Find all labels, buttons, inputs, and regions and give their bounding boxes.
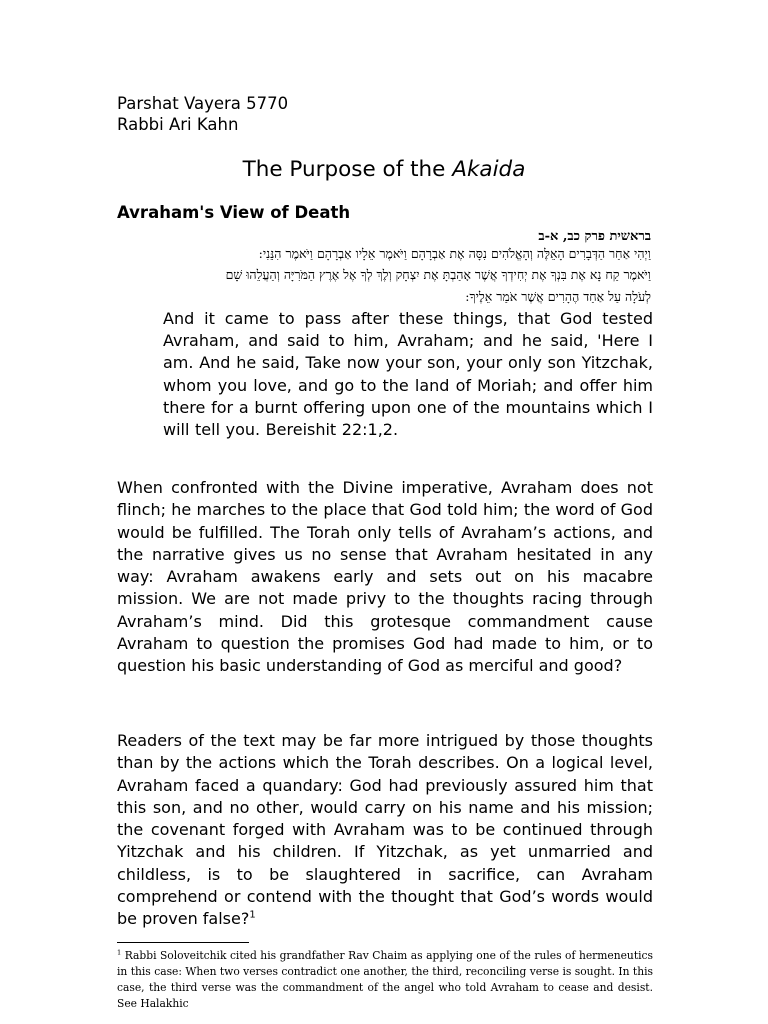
hebrew-source-reference: בראשית פרק כב, א-ב	[538, 229, 651, 244]
body-paragraph: When confronted with the Divine imperative, Avraham does not flinch; he marches to the place that God told him; the word of God would be fulfilled. The Torah only tells of Avraham’s actions, and the narrative gives us no sense that Avraham hesitated in any way: Avraham awakens early and sets out on his macabre mission. We are not made privy to the thoughts racing through Avraham’s mind. Did this grotesque commandment cause Avraham to question the promises God had made to him, or to question his basic understanding of God as merciful and good?	[117, 478, 653, 676]
translation-blockquote: And it came to pass after these things, that God tested Avraham, and said to him, Avraham; and he said, 'Here I am. And he said, Take now your son, your only son Yitzchak, whom you love, and go to the land of Moriah; and offer him there for a burnt offering upon one of the mountains which I will tell you. Bereishit 22:1,2.	[163, 309, 653, 440]
footnote-marker: 1	[117, 948, 122, 957]
title-text: The Purpose of the	[242, 157, 453, 182]
hebrew-verse-line: וַיְהִי אַחַר הַדְּבָרִים הָאֵלֶּה וְהָאֱלֹהִים נִסָּה אֶת אַבְרָהָם וַיֹּאמֶר אֵלָיו אַבְרָהָם וַיֹּאמֶר הִנֵּנִי:	[258, 246, 651, 261]
footnote-reference[interactable]: 1	[249, 910, 256, 922]
body-paragraph-text: Readers of the text may be far more intrigued by those thoughts than by the actions which the Torah describes. On a logical level, Avraham faced a quandary: God had previously assured him that this son, and no other, would carry on his name and his mission; the covenant forged with Avraham was to be continued through Yitzchak and his children. If Yitzchak, as yet unmarried and childless, is to be slaughtered in sacrifice, can Avraham comprehend or contend with the thought that God’s words would be proven false?	[117, 731, 653, 929]
parsha-heading: Parshat Vayera 5770	[117, 94, 289, 113]
title-italic-text: Akaida	[452, 157, 526, 182]
hebrew-verse-line: לְעֹלָה עַל אַחַד הֶהָרִים אֲשֶׁר אֹמַר אֵלֶיךָ:	[465, 289, 651, 304]
hebrew-verse-line: וַיֹּאמֶר קַח נָא אֶת בִּנְךָ אֶת יְחִידְךָ אֲשֶׁר אָהַבְתָּ אֶת יִצְחָק וְלֶךְ לְךָ אֶל אֶרֶץ הַמֹּרִיָּה וְהַעֲלֵהוּ שָׁם	[225, 267, 651, 282]
footnote-text: Rabbi Soloveitchik cited his grandfather Rav Chaim as applying one of the rules of hermeneutics in this case: When two verses contradict one another, the third, reconciling verse is sought. In this case, the third verse was the commandment of the angel who told Avraham to cease and desist. See Halakhic	[117, 949, 653, 1010]
footnote	[117, 948, 653, 1012]
section-heading: Avraham's View of Death	[117, 203, 351, 222]
footnote-divider	[117, 942, 249, 943]
author-name: Rabbi Ari Kahn	[117, 115, 239, 134]
page-title	[0, 156, 768, 184]
body-paragraph	[117, 730, 653, 931]
